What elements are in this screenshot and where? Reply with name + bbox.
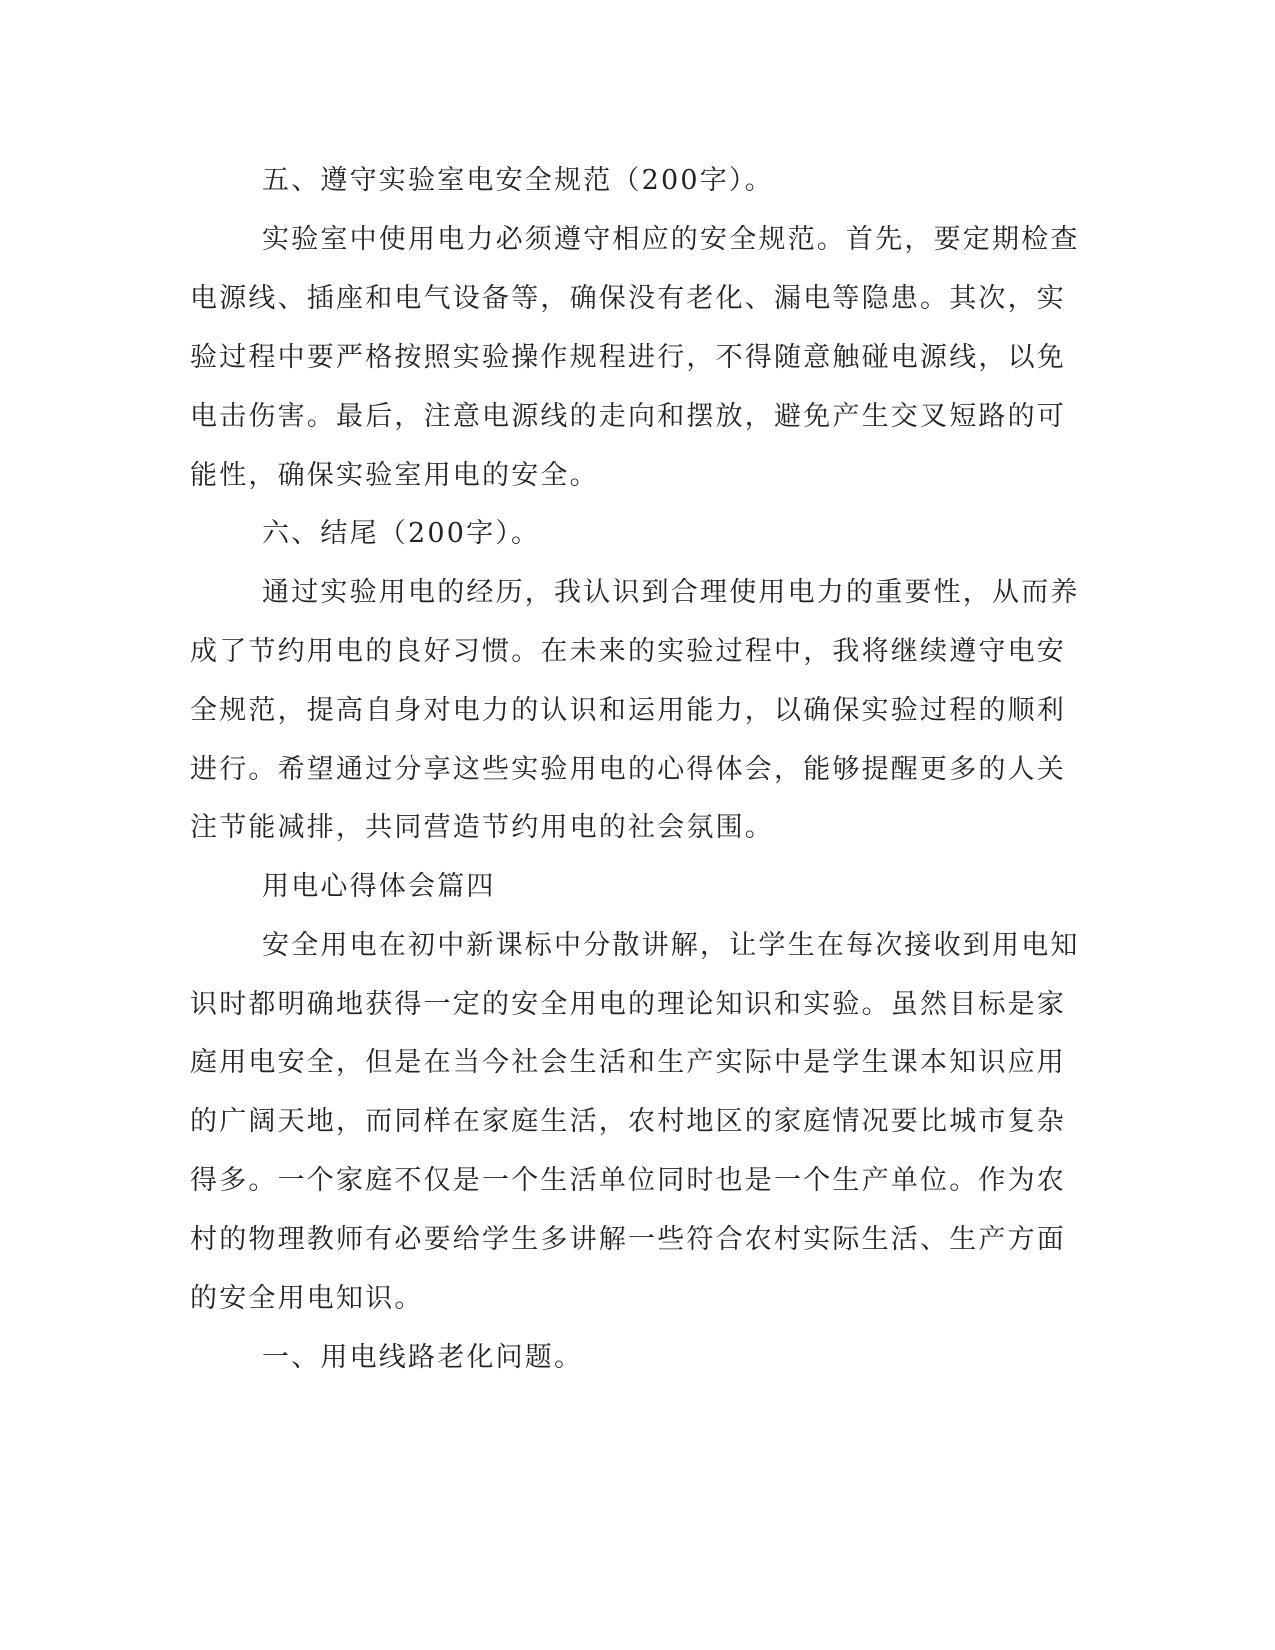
paragraph-line: 验过程中要严格按照实验操作规程进行，不得随意触碰电源线，以免 [190, 342, 1066, 373]
paragraph-line: 通过实验用电的经历，我认识到合理使用电力的重要性，从而养 [262, 577, 1080, 608]
paragraph-line: 进行。希望通过分享这些实验用电的心得体会，能够提醒更多的人关 [190, 754, 1066, 785]
paragraph-line: 成了节约用电的良好习惯。在未来的实验过程中，我将继续遵守电安 [190, 636, 1066, 667]
paragraph-line: 电击伤害。最后，注意电源线的走向和摆放，避免产生交叉短路的可 [190, 401, 1066, 432]
paragraph-line: 电源线、插座和电气设备等，确保没有老化、漏电等隐患。其次，实 [190, 283, 1066, 314]
paragraph-line: 安全用电在初中新课标中分散讲解，让学生在每次接收到用电知 [262, 930, 1080, 961]
paragraph-line: 的安全用电知识。 [190, 1283, 424, 1314]
section-heading-6: 六、结尾（200字）。 [262, 518, 541, 549]
paragraph-line: 得多。一个家庭不仅是一个生活单位同时也是一个生产单位。作为农 [190, 1165, 1066, 1196]
article-title: 用电心得体会篇四 [262, 871, 496, 902]
paragraph-line: 庭用电安全，但是在当今社会生活和生产实际中是学生课本知识应用 [190, 1047, 1066, 1078]
paragraph-line: 识时都明确地获得一定的安全用电的理论知识和实验。虽然目标是家 [190, 989, 1066, 1020]
paragraph-line: 的广阔天地，而同样在家庭生活，农村地区的家庭情况要比城市复杂 [190, 1106, 1066, 1137]
paragraph-line: 能性，确保实验室用电的安全。 [190, 460, 599, 491]
paragraph-line: 村的物理教师有必要给学生多讲解一些符合农村实际生活、生产方面 [190, 1224, 1066, 1255]
paragraph-line: 全规范，提高自身对电力的认识和运用能力，以确保实验过程的顺利 [190, 695, 1066, 726]
paragraph-line: 注节能减排，共同营造节约用电的社会氛围。 [190, 812, 774, 843]
section-heading-1: 一、用电线路老化问题。 [262, 1342, 584, 1373]
paragraph-line: 实验室中使用电力必须遵守相应的安全规范。首先，要定期检查 [262, 224, 1080, 255]
section-heading-5: 五、遵守实验室电安全规范（200字）。 [262, 165, 774, 196]
